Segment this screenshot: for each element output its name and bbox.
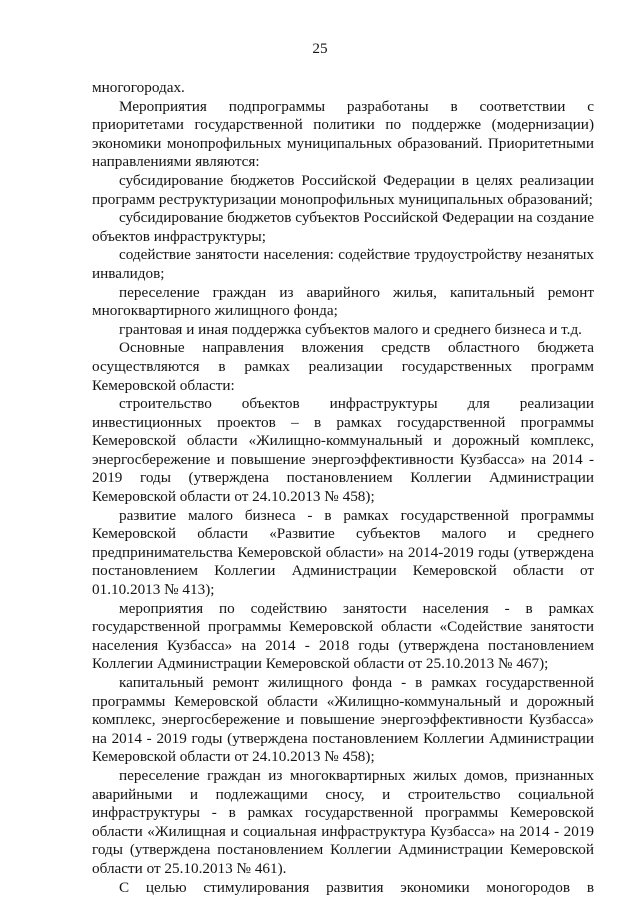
list-item-regional-subsidies: субсидирование бюджетов субъектов Российской Федерации на создание объектов инфраструктуры; (92, 209, 594, 245)
body-text (92, 79, 594, 897)
paragraph-budget-directions: Основные направления вложения средств областного бюджета осуществляются в рамках реализации государственных программ Кемеровской области: (92, 339, 594, 394)
list-item-housing-repair: капитальный ремонт жилищного фонда - в рамках государственной программы Кемеровской области «Жилищно-коммунальный и дорожный комплекс, энергосбережение и повышение энергоэффективности Кузбасса» на 2014 - 2019 годы (утверждена постановлением Коллегии Администрации Кемеровской области от 24.10.2013 № 458); (92, 674, 594, 766)
list-item-resettlement-program: переселение граждан из многоквартирных жилых домов, признанных аварийными и подлежащими сносу, и строительство социальной инфраструктуры - в рамках государственной программы Кемеровской области «Жилищная и социальная инфраструктура Кузбасса» на 2014 - 2019 годы (утверждена постановлением Коллегии Администрации Кемеровской области от 25.10.2013 № 461). (92, 766, 594, 877)
list-item-infrastructure: строительство объектов инфраструктуры для реализации инвестиционных проектов – в рамках государственной программы Кемеровской области «Жилищно-коммунальный и дорожный комплекс, энергосбережение и повышение энергоэффективности Кузбасса» на 2014 - 2019 годы (утверждена постановлением Коллегии Администрации Кемеровской области от 24.10.2013 № 458); (92, 395, 594, 506)
list-item-employment-program: мероприятия по содействию занятости населения - в рамках государственной программы Кемеровской области «Содействие занятости населения Кузбасса» на 2014 - 2018 годы (утверждена постановлением Коллегии Администрации Кемеровской области от 25.10.2013 № 467); (92, 599, 594, 673)
paragraph-continuation: многогородах. (92, 79, 185, 96)
list-item-federal-subsidies: субсидирование бюджетов Российской Федерации в целях реализации программ реструктуризации монопрофильных муниципальных образований; (92, 171, 594, 208)
list-item-resettlement: переселение граждан из аварийного жилья, капитальный ремонт многоквартирного жилищного фонда; (92, 283, 594, 320)
paragraph-priorities-intro: Мероприятия подпрограммы разработаны в соответствии с приоритетами государственной политики по поддержке (модернизации) экономики монопрофильных муниципальных образований. Приоритетными направлениями являются: (92, 97, 594, 171)
list-item-employment: содействие занятости населения: содействие трудоустройству незанятых инвалидов; (92, 246, 594, 282)
list-item-small-business-grants: грантовая и иная поддержка субъектов малого и среднего бизнеса и т.д. (119, 320, 582, 338)
page-number: 25 (312, 40, 328, 57)
paragraph-stimulation: С целью стимулирования развития экономики моногородов в (119, 878, 594, 896)
list-item-small-business: развитие малого бизнеса - в рамках государственной программы Кемеровской области «Развитие субъектов малого и среднего предпринимательства Кемеровской области» на 2014-2019 годы (утверждена постановлением Коллегии Администрации Кемеровской области от 01.10.2013 № 413); (92, 506, 594, 599)
